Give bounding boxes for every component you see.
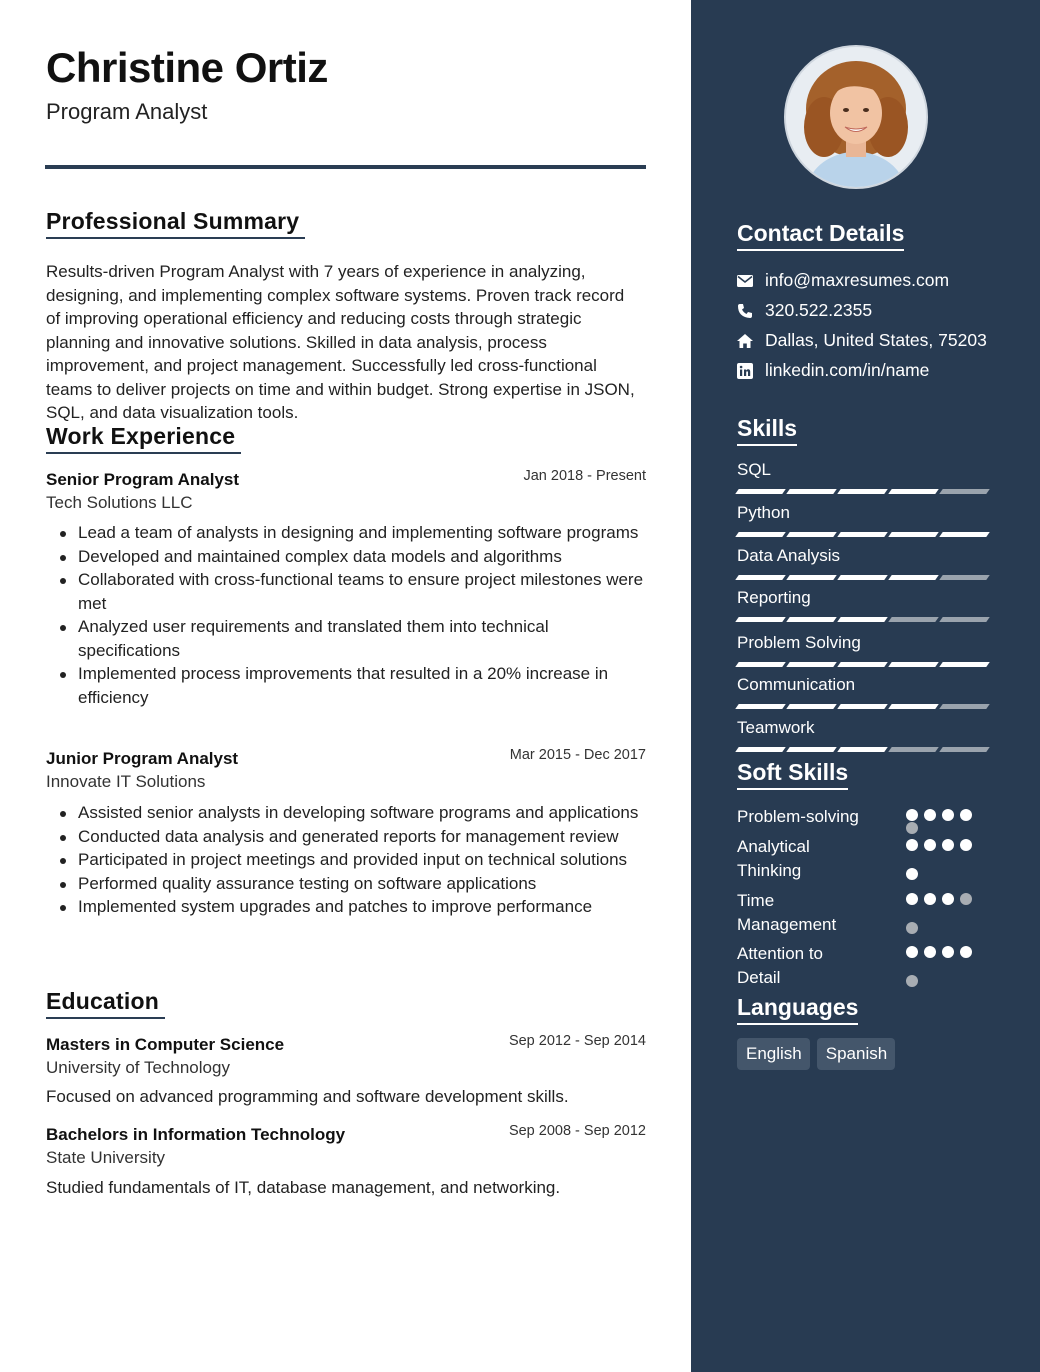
skill-item (737, 718, 993, 752)
skill-item (737, 675, 993, 709)
list-item: Participated in project meetings and provided input on technical solutions (78, 848, 646, 872)
soft-skill-name: Analytical Thinking (737, 837, 810, 880)
header-divider (45, 165, 646, 169)
school-name: State University (46, 1148, 166, 1167)
linkedin-icon (737, 363, 753, 379)
job-date: Mar 2015 - Dec 2017 (509, 747, 646, 763)
skill-name: Reporting (737, 588, 811, 607)
skill-item (737, 460, 993, 494)
skill-level-segment (837, 747, 888, 752)
job-header (46, 470, 646, 513)
contact-email[interactable] (737, 270, 949, 291)
skill-item (737, 588, 993, 622)
languages-list (737, 1038, 895, 1070)
job-title: Junior Program Analyst (46, 749, 239, 768)
rating-dot (924, 946, 936, 958)
skill-level-segment (939, 617, 990, 622)
skill-level-bar (737, 617, 993, 622)
skill-level-segment (888, 617, 939, 622)
skill-level-bar (737, 704, 993, 709)
skill-level-segment (735, 617, 786, 622)
soft-skill-rating (906, 809, 986, 834)
rating-dot (906, 922, 918, 934)
skill-level-segment (888, 747, 939, 752)
education-desc: Studied fundamentals of IT, database management, and networking. (46, 1178, 561, 1197)
list-item: Performed quality assurance testing on software applications (78, 872, 646, 896)
skill-level-bar (737, 662, 993, 667)
skill-level-segment (888, 489, 939, 494)
skill-level-bar (737, 747, 993, 752)
list-item: Implemented system upgrades and patches to improve performance (78, 895, 646, 919)
skill-name: Teamwork (737, 718, 815, 737)
skill-level-segment (786, 704, 837, 709)
skill-level-segment (735, 662, 786, 667)
job-title: Senior Program Analyst (46, 470, 240, 489)
list-item: Assisted senior analysts in developing software programs and applications (78, 801, 646, 825)
skill-item (737, 503, 993, 537)
skill-level-segment (888, 704, 939, 709)
skill-level-segment (735, 575, 786, 580)
rating-dot (960, 946, 972, 958)
skill-level-segment (735, 704, 786, 709)
skill-level-segment (786, 617, 837, 622)
job-header (46, 749, 646, 792)
skill-level-segment (837, 704, 888, 709)
contact-email-text: info@maxresumes.com (765, 270, 950, 290)
summary-heading: Professional Summary (46, 208, 305, 239)
rating-dot (906, 946, 918, 958)
skill-item (737, 633, 993, 667)
skill-level-segment (939, 747, 990, 752)
list-item: Conducted data analysis and generated reports for management review (78, 825, 646, 849)
phone-icon (737, 303, 753, 319)
skill-item (737, 546, 993, 580)
profile-photo (784, 45, 928, 189)
skill-name: Python (737, 503, 790, 522)
rating-dot (942, 839, 954, 851)
rating-dot (906, 822, 918, 834)
education-heading: Education (46, 988, 165, 1019)
skill-level-segment (837, 489, 888, 494)
education-desc: Focused on advanced programming and software development skills. (46, 1087, 569, 1106)
skill-level-bar (737, 489, 993, 494)
education-header (46, 1125, 646, 1168)
skill-level-bar (737, 532, 993, 537)
email-icon (737, 273, 753, 289)
list-item: Collaborated with cross-functional teams to ensure project milestones were met (78, 568, 646, 615)
skill-level-segment (837, 662, 888, 667)
job-bullets (46, 801, 646, 919)
candidate-name: Christine Ortiz (46, 44, 328, 91)
soft-skill-name: Attention to Detail (737, 944, 824, 987)
job-org: Innovate IT Solutions (46, 772, 206, 791)
skill-level-segment (786, 575, 837, 580)
skill-name: SQL (737, 460, 772, 479)
rating-dot (960, 893, 972, 905)
language-badge: English (737, 1038, 810, 1070)
skill-level-segment (837, 575, 888, 580)
rating-dot (960, 809, 972, 821)
soft-skill-name: Time Management (737, 891, 837, 934)
soft-skills-heading: Soft Skills (737, 759, 848, 790)
list-item: Implemented process improvements that resulted in a 20% increase in efficiency (78, 662, 646, 709)
rating-dot (906, 868, 918, 880)
experience-heading: Work Experience (46, 423, 241, 454)
degree-title: Masters in Computer Science (46, 1035, 285, 1054)
contact-heading: Contact Details (737, 220, 904, 251)
skill-level-segment (735, 747, 786, 752)
contact-phone-text: 320.522.2355 (765, 300, 873, 320)
job-date: Jan 2018 - Present (523, 468, 646, 484)
skill-level-segment (888, 662, 939, 667)
rating-dot (906, 975, 918, 987)
skill-name: Data Analysis (737, 546, 840, 565)
school-name: University of Technology (46, 1058, 230, 1077)
degree-title: Bachelors in Information Technology (46, 1125, 346, 1144)
candidate-role: Program Analyst (46, 99, 208, 124)
job-org: Tech Solutions LLC (46, 493, 193, 512)
rating-dot (906, 809, 918, 821)
summary-text: Results-driven Program Analyst with 7 years of experience in analyzing, designing, and implementing complex software systems. Proven track record of improving operational efficiency and reducing costs through strategic planning and innovative solutions. Skilled in data analysis, process improvement, and project management. Successfully led cross-functional teams to deliver projects on time and within budget. Strong expertise in JSON, SQL, and data visualization tools. (46, 262, 635, 422)
contact-linkedin[interactable] (737, 360, 929, 381)
rating-dot (942, 809, 954, 821)
contact-address-text: Dallas, United States, 75203 (765, 330, 987, 350)
rating-dot (960, 839, 972, 851)
rating-dot (906, 893, 918, 905)
skill-level-segment (786, 532, 837, 537)
list-item: Analyzed user requirements and translated them into technical specifications (78, 615, 646, 662)
skill-level-segment (837, 617, 888, 622)
skill-name: Communication (737, 675, 856, 694)
skill-level-segment (837, 532, 888, 537)
soft-skill-rating (906, 946, 986, 987)
contact-address (737, 330, 987, 351)
skill-level-segment (939, 662, 990, 667)
education-date: Sep 2008 - Sep 2012 (508, 1123, 646, 1139)
rating-dot (924, 809, 936, 821)
rating-dot (942, 946, 954, 958)
skill-level-segment (735, 489, 786, 494)
list-item: Lead a team of analysts in designing and implementing software programs (78, 521, 646, 545)
education-date: Sep 2012 - Sep 2014 (508, 1033, 646, 1049)
rating-dot (942, 893, 954, 905)
skill-level-segment (888, 532, 939, 537)
contact-phone[interactable] (737, 300, 872, 321)
skill-name: Problem Solving (737, 633, 861, 652)
soft-skill-rating (906, 893, 986, 934)
soft-skill-name: Problem-solving (737, 807, 859, 826)
language-badge: Spanish (817, 1038, 895, 1070)
languages-heading: Languages (737, 994, 858, 1025)
skills-heading: Skills (737, 415, 797, 446)
skill-level-segment (786, 489, 837, 494)
rating-dot (906, 839, 918, 851)
avatar-illustration (786, 47, 926, 187)
skill-level-segment (939, 575, 990, 580)
home-icon (737, 333, 753, 349)
contact-linkedin-text: linkedin.com/in/name (765, 360, 930, 380)
education-header (46, 1035, 646, 1078)
rating-dot (924, 893, 936, 905)
list-item: Developed and maintained complex data models and algorithms (78, 545, 646, 569)
skill-level-segment (939, 704, 990, 709)
skill-level-segment (735, 532, 786, 537)
sidebar (691, 0, 1040, 1372)
skill-level-segment (786, 747, 837, 752)
skill-level-bar (737, 575, 993, 580)
rating-dot (924, 839, 936, 851)
skill-level-segment (888, 575, 939, 580)
soft-skill-rating (906, 839, 986, 880)
job-bullets (46, 521, 646, 709)
skill-level-segment (939, 532, 990, 537)
skill-level-segment (786, 662, 837, 667)
skill-level-segment (939, 489, 990, 494)
